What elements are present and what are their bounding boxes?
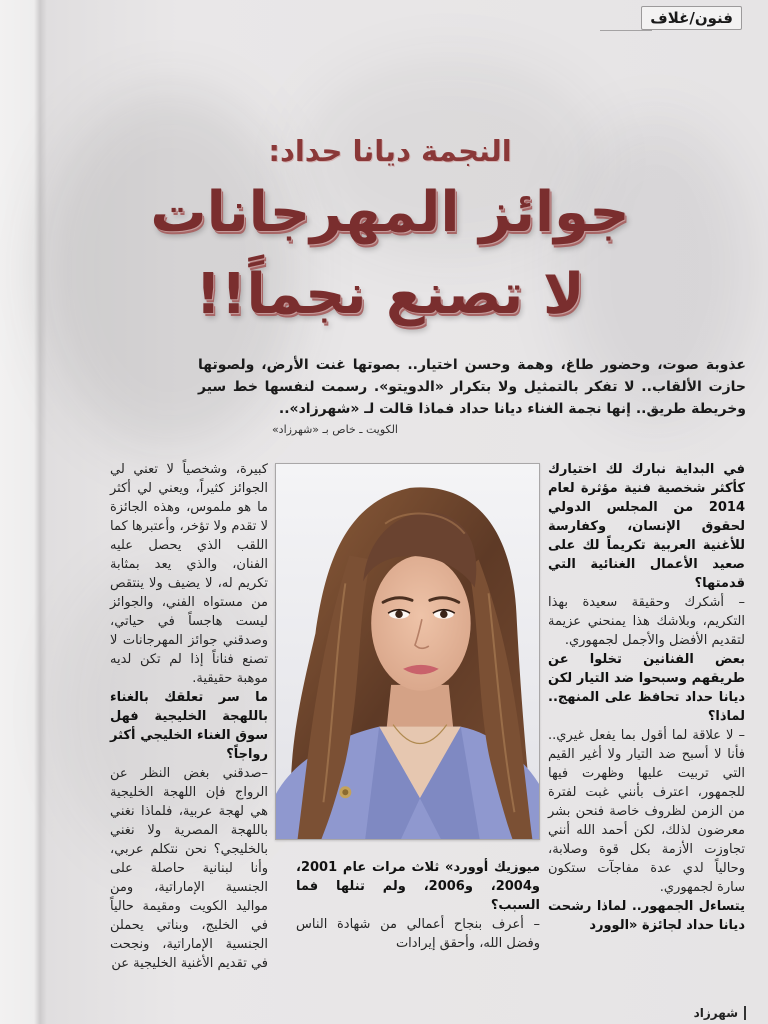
portrait-photo [276,464,539,839]
article-column-left [110,460,268,973]
question-text: بعض الفنانين تخلوا عن طريقهم وسبحوا ضد التيار لكن ديانا حداد تحافظ على المنهج.. لماذا؟ [548,652,745,724]
section-rule [600,30,652,31]
answer-text: – أشكرك وحقيقة سعيدة بهذا التكريم، وبلاشك هذا يمنحني عزيمة لتقديم الأفضل والأجمل لجمهوري. [548,595,745,648]
question-text: ميوزيك أوورد» ثلاث مرات عام 2001، و2004، و2006، ولم تنلها فما السبب؟ [296,860,540,913]
question-text: في البداية نبارك لك اختيارك كأكثر شخصية فنية مؤثرة لعام 2014 من المجلس الدولي لحقوق الإنسان، وكفارسة للأغنية العربية تكريماً لك على صعيد الأعمال الغنائية التي قدمتها؟ [548,462,745,591]
intro-paragraph: عذوبة صوت، وحضور طاغ، وهمة وحسن اختيار.. بصوتها غنت الأرض، ولصوتها حازت الألقاب.. لا تفكر بالتمثيل ولا بتكرار «الدويتو». رسمت لنفسها خط سير وخريطة طريق.. إنها نجمة الغناء ديانا حداد فماذا قالت لـ «شهرزاد».. [198,357,746,417]
section-tab: فنون/غلاف [641,6,742,30]
article-column-right [548,460,745,935]
portrait-photo-frame [275,463,540,840]
answer-text: – لا علاقة لما أقول بما يفعل غيري.. فأنا لا أسبح ضد التيار ولا أغير القيم التي تربيت عليها وظهرت فيها للجمهور، اعترف بأنني غبت لفترة من الزمن لظروف خاصة فنحن بشر معرضون لذلك، لكن أحمد الله أنني تجاوزت الأزمة بكل قوة وصلابة، وحالياً لدي عدة مفاجآت ستكون سارة لجمهوري. [548,728,745,895]
byline: الكويت ـ خاص بـ «شهرزاد» [271,423,398,436]
footer-divider [744,1006,746,1020]
answer-text: – أعرف بنجاح أعمالي من شهادة الناس وفضل الله، وأحقق إيرادات [296,917,540,951]
headline-kicker: النجمة ديانا حداد: [268,134,512,168]
question-text: يتساءل الجمهور.. لماذا رشحت ديانا حداد لجائزة «الوورد [548,899,745,933]
answer-text: –صدقني بغض النظر عن الرواج فإن اللهجة الخليجية هي لهجة عربية، فلماذا نغني باللهجة المصرية ولا نغني بالخليجي؟ نحن نتكلم عربي، وأنا لبنانية حاصلة على الجنسية الإماراتية، ومن مواليد الكويت ومقيمة حالياً في الخليج، وبناتي يحملن الجنسية الإماراتية، ونجحت في تقديم الأغنية الخليجية عن [110,766,268,971]
answer-text: كبيرة، وشخصياً لا تعني لي الجوائز كثيراً، ويعني لي أكثر ما هو ملموس، وهذه الجائزة لا تقدم ولا تؤخر، وأعتبرها كما اللقب الذي يحصل عليه الفنان، والذي يعد بمثابة تكريم له، لا يضيف ولا ينتقص من مستواه الفني، والجوائز ليست هاجساً في حياتي، وصدقني جوائز المهرجانات لا تصنع فناناً إذا لم تكن لديه موهبة حقيقية. [110,462,268,686]
page-footer [694,1006,746,1020]
headline-title-line-2: لا تصنع نجماً!! [195,262,585,327]
question-text: ما سر تعلقك بالغناء باللهجة الخليجية فهل سوق الغناء الخليجي أكثر رواجاً؟ [110,690,268,762]
headline-title-line-1: جوائز المهرجانات [150,180,630,245]
article-column-center [296,858,540,953]
magazine-name: شهرزاد [693,1006,738,1020]
